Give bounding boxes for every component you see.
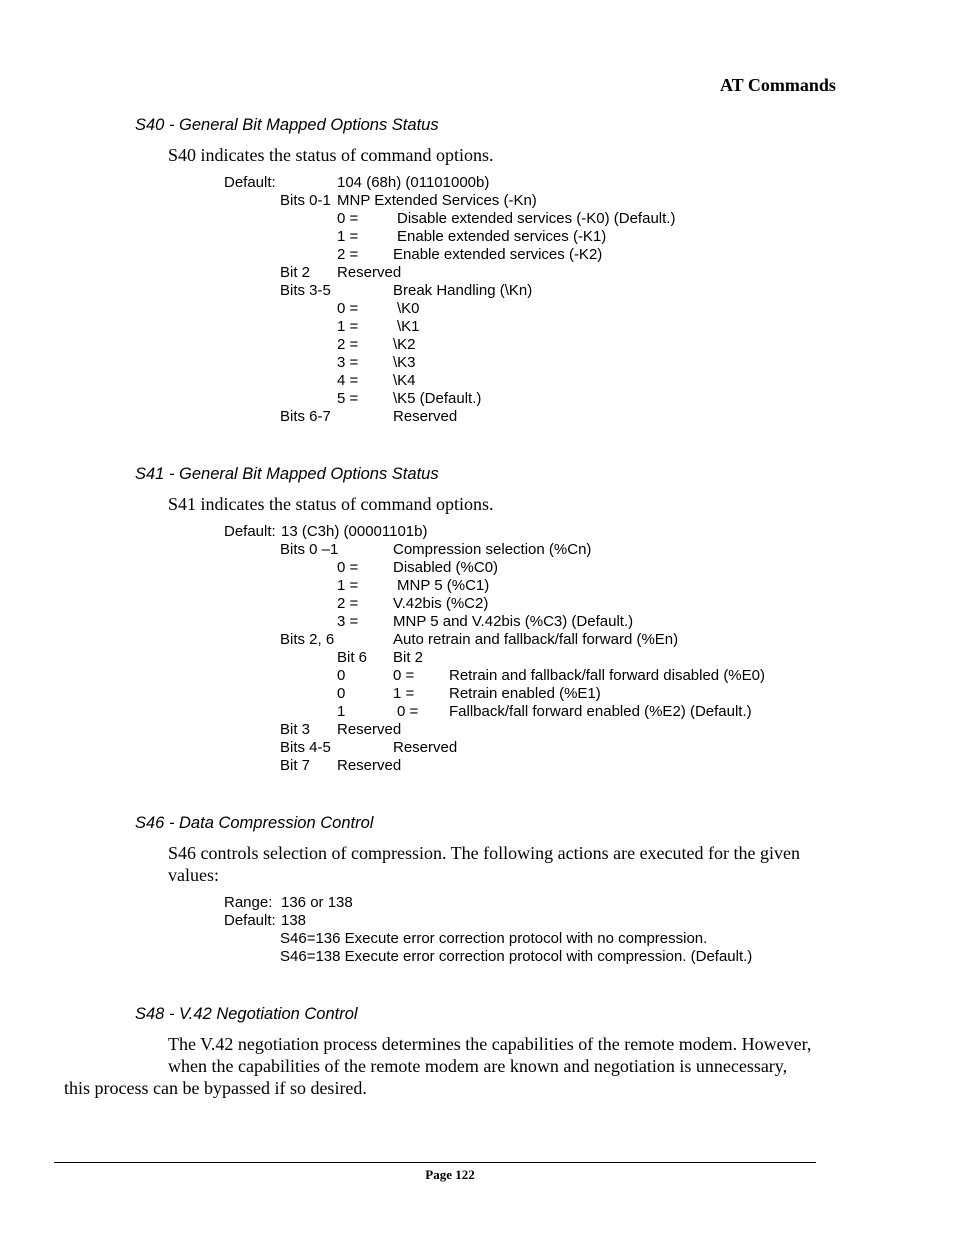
s41-row-label: Bits 2, 6 [280,631,335,648]
s40-title: S40 - General Bit Mapped Options Status [135,116,439,134]
s41-row-label: Bits 4-5 [280,739,331,756]
s41-row-desc: Fallback/fall forward enabled (%E2) (Default.) [449,703,752,720]
s41-row-label: 3 = [337,613,359,630]
s40-row-label: 5 = [337,390,359,407]
s48-line1: The V.42 negotiation process determines the capabilities of the remote modem. However, [168,1034,812,1054]
s46-title: S46 - Data Compression Control [135,814,374,832]
s40-row-label: Bits 6-7 [280,408,331,425]
s40-row-label: 0 = [337,300,359,317]
s46-intro-line2: values: [168,865,219,885]
s41-row-label: Bit 6 [337,649,368,666]
s41-row-desc: Disabled (%C0) [393,559,499,576]
s41-row-label: Bit 7 [280,757,311,774]
s40-row-desc: Reserved [393,408,458,425]
s46-option: S46=138 Execute error correction protocol with compression. (Default.) [280,948,753,965]
s41-title: S41 - General Bit Mapped Options Status [135,465,439,483]
s41-row-label: 1 = [337,577,359,594]
s40-row-desc: Enable extended services (-K2) [393,246,603,263]
s41-row-desc: MNP 5 and V.42bis (%C3) (Default.) [393,613,634,630]
s40-row-label: 1 = [337,228,359,245]
s40-default-label: Default: [224,174,276,191]
s40-default-value: 104 (68h) (01101000b) [337,174,490,191]
s41-row-desc: Bit 2 [393,649,424,666]
s46-range-label: Range: [224,894,273,911]
s40-row-label: 1 = [337,318,359,335]
s40-row-desc: \K5 (Default.) [393,390,482,407]
s41-row-mid: 0 = [397,703,419,720]
s40-row-desc: Enable extended services (-K1) [397,228,607,245]
s40-row-desc: Disable extended services (-K0) (Default.) [397,210,676,227]
s48-line3: this process can be bypassed if so desired. [64,1078,367,1098]
s40-row-label: 4 = [337,372,359,389]
s41-row-label: 0 [337,685,346,702]
s41-row-desc: Reserved [337,757,402,774]
s40-row-desc: Reserved [337,264,402,281]
s41-row-desc: Compression selection (%Cn) [393,541,592,558]
s40-row-label: 0 = [337,210,359,227]
page-number: Page 122 [425,1167,475,1182]
s41-row-desc: MNP 5 (%C1) [397,577,490,594]
footer-divider [54,1162,816,1163]
s41-row-desc: Auto retrain and fallback/fall forward (%En) [393,631,679,648]
s41-row-mid: 1 = [393,685,415,702]
s41-row-desc: Retrain and fallback/fall forward disabled (%E0) [449,667,765,684]
s41-row-desc: Retrain enabled (%E1) [449,685,601,702]
s40-row-desc: \K3 [393,354,416,371]
s48-line2: when the capabilities of the remote modem are known and negotiation is unnecessary, [168,1056,788,1076]
s40-row-label: 2 = [337,336,359,353]
s40-intro: S40 indicates the status of command options. [168,145,494,165]
s40-row-label: 3 = [337,354,359,371]
s41-default-value: 13 (C3h) (00001101b) [281,523,428,540]
s40-row-desc: Break Handling (\Kn) [393,282,533,299]
s40-row-desc: \K4 [393,372,416,389]
s41-row-mid: 0 = [393,667,415,684]
s40-row-label: 2 = [337,246,359,263]
s41-default-label: Default: [224,523,276,540]
s46-range-value: 136 or 138 [281,894,353,911]
s46-default-value: 138 [281,912,307,929]
s40-row-desc: \K0 [397,300,420,317]
s41-row-desc: Reserved [337,721,402,738]
s46-option: S46=136 Execute error correction protocol with no compression. [280,930,708,947]
s41-row-label: 0 = [337,559,359,576]
s41-row-label: Bit 3 [280,721,311,738]
s46-intro-line1: S46 controls selection of compression. The following actions are executed for the given [168,843,800,863]
page-header: AT Commands [720,75,836,95]
s41-row-label: Bits 0 –1 [280,541,339,558]
s46-default-label: Default: [224,912,276,929]
s40-row-desc: MNP Extended Services (-Kn) [337,192,537,209]
s40-row-label: Bits 0-1 [280,192,331,209]
s40-row-desc: \K2 [393,336,416,353]
s40-row-desc: \K1 [397,318,420,335]
s48-title: S48 - V.42 Negotiation Control [135,1005,358,1023]
s41-row-label: 2 = [337,595,359,612]
s41-row-desc: Reserved [393,739,458,756]
s41-row-desc: V.42bis (%C2) [393,595,489,612]
s41-row-label: 1 [337,703,346,720]
s41-intro: S41 indicates the status of command options. [168,494,494,514]
s40-row-label: Bit 2 [280,264,311,281]
s40-row-label: Bits 3-5 [280,282,331,299]
s41-row-label: 0 [337,667,346,684]
